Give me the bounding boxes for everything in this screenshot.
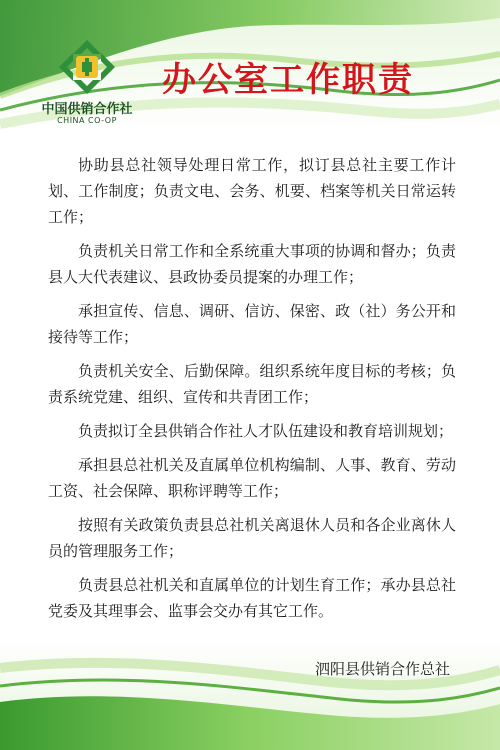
duty-paragraph: 协助县总社领导处理日常工作，拟订县总社主要工作计划、工作制度；负责文电、会务、机要、档案等机关日常运转工作； — [48, 156, 456, 226]
duty-paragraph: 负责县总社机关和直属单位的计划生育工作；承办县总社党委及其理事会、监事会交办有其它工作。 — [48, 576, 456, 620]
duty-paragraph: 承担县总社机关及直属单位机构编制、人事、教育、劳动工资、社会保障、职称评聘等工作； — [48, 456, 456, 500]
duty-paragraph: 负责拟订全县供销合作社人才队伍建设和教育培训规划； — [78, 422, 454, 440]
duty-paragraph: 承担宣传、信息、调研、信访、保密、政（社）务公开和接待等工作； — [48, 302, 456, 346]
duty-paragraph: 负责机关日常工作和全系统重大事项的协调和督办；负责县人大代表建议、县政协委员提案的办理工作； — [48, 242, 456, 286]
logo-chinese-text: 中国供销合作社 — [41, 102, 133, 117]
page-title: 办公室工作职责 — [162, 60, 414, 100]
bottom-green-swoosh — [0, 620, 500, 750]
duty-paragraph: 按照有关政策负责县总社机关离退休人员和各企业离休人员的管理服务工作； — [48, 516, 456, 560]
logo-english-text: CHINA CO-OP — [57, 116, 117, 125]
coop-emblem-icon — [57, 38, 117, 96]
china-coop-logo — [28, 38, 146, 128]
duties-list — [48, 152, 456, 632]
duty-paragraph: 负责机关安全、后勤保障。组织系统年度目标的考核；负责系统党建、组织、宣传和共青团工作； — [48, 362, 456, 406]
signature-organization: 泗阳县供销合作总社 — [314, 660, 450, 678]
